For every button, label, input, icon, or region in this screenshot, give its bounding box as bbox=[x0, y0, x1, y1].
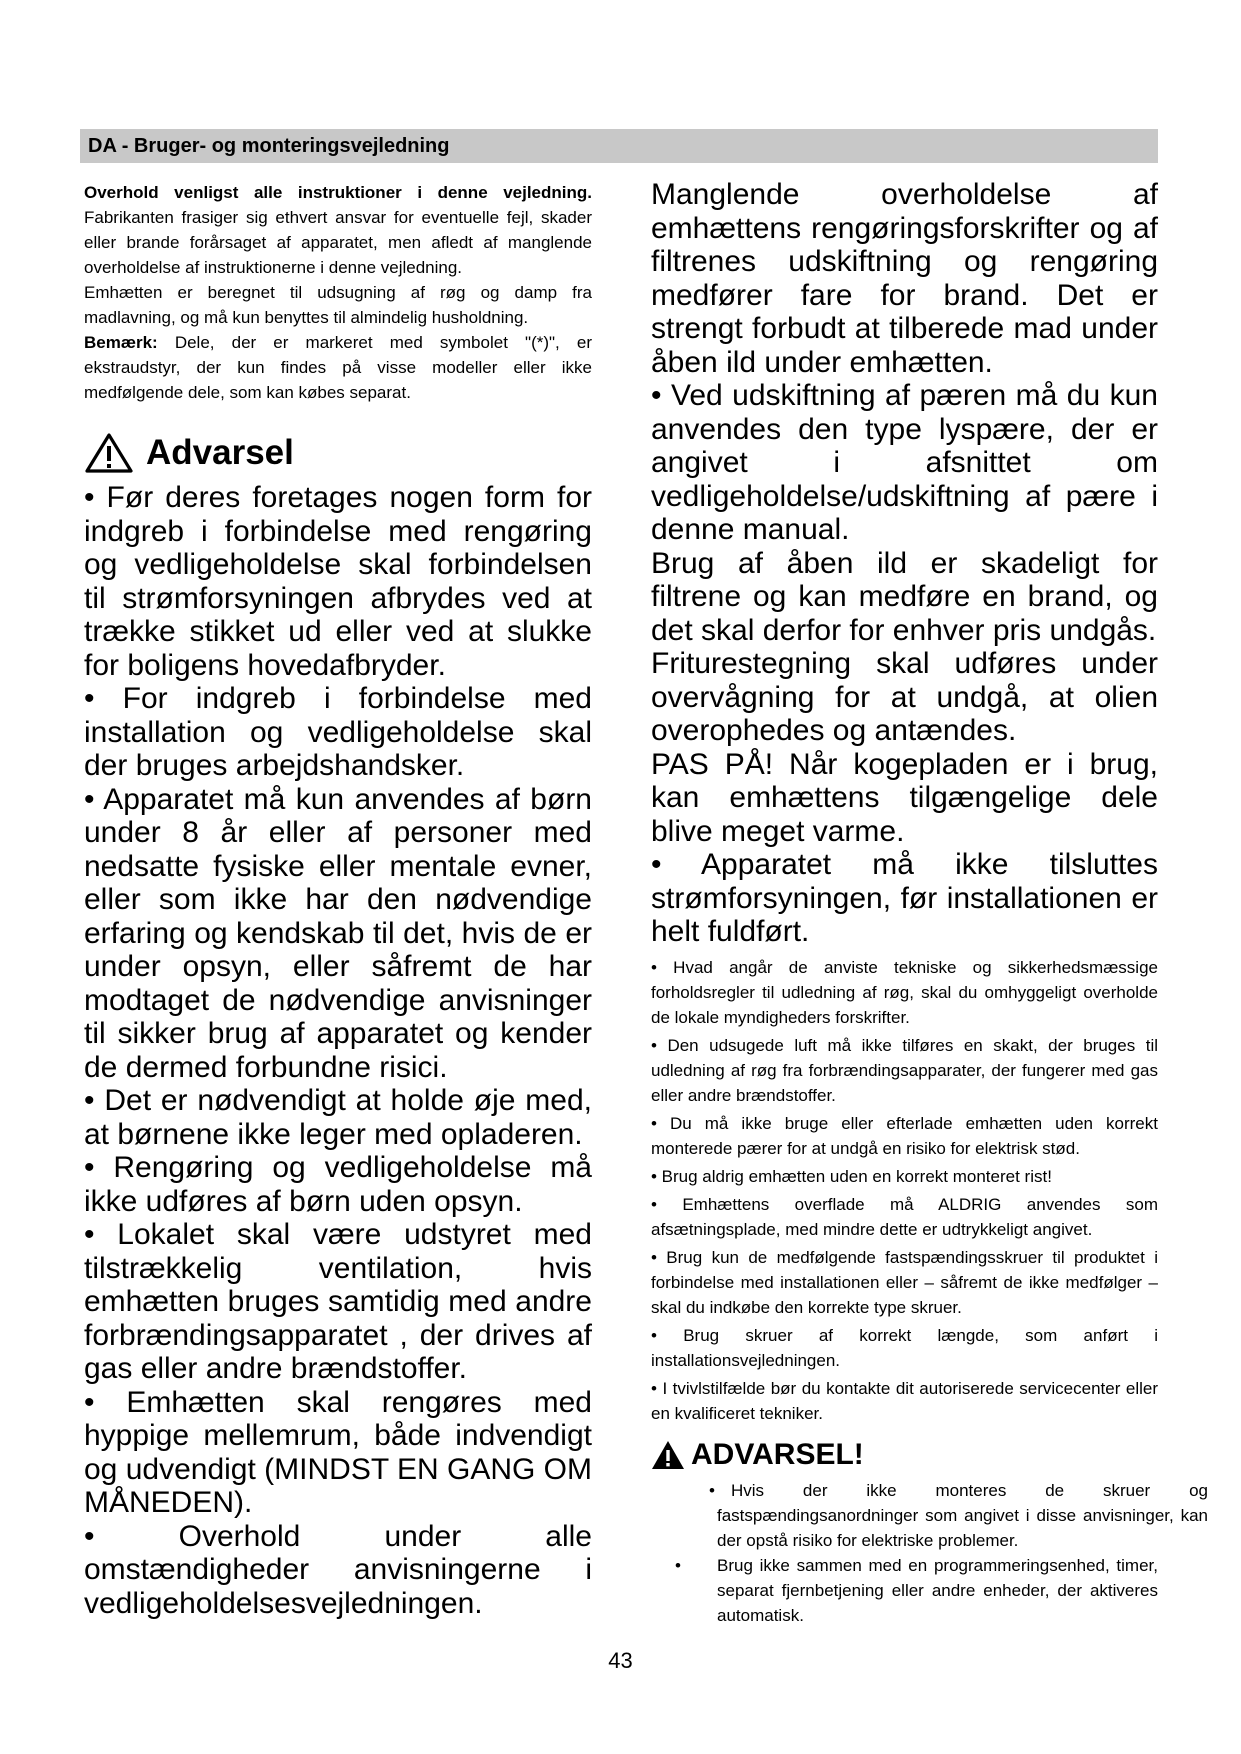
section-header bbox=[80, 129, 1158, 163]
note-label: Bemærk: bbox=[84, 333, 158, 352]
right-small-list bbox=[651, 955, 1158, 1426]
advarsel-item-text: Brug ikke sammen med en programmeringsenhed, timer, separat fjernbetjening eller andre enheder, der aktiveres automatisk. bbox=[717, 1555, 1158, 1625]
intro-disclaimer: Fabrikanten frasiger sig ethvert ansvar for eventuelle fejl, skader eller brande forårsaget af apparatet, men afledt af manglende overholdelse af instruktionerne i denne vejledning. bbox=[84, 208, 592, 277]
left-column bbox=[84, 180, 592, 1620]
warning-item: • Rengøring og vedligeholdelse må ikke udføres af børn uden opsyn. bbox=[84, 1151, 592, 1218]
advarsel-title: ADVARSEL! bbox=[691, 1437, 864, 1471]
right-large-item: Manglende overholdelse af emhættens rengøringsforskrifter og af filtrenes udskiftning og rengøring medfører fare for brand. Det er strengt forbudt at tilberede mad under åben ild under emhætten. bbox=[651, 178, 1158, 379]
right-column bbox=[651, 178, 1208, 1628]
right-small-item: • Du må ikke bruge eller efterlade emhætten uden korrekt monterede pærer for at undgå en risiko for elektrisk stød. bbox=[651, 1113, 1158, 1158]
note-text: Dele, der er markeret med symbolet "(*)", er ekstraudstyr, der kun findes på visse modeller eller ikke medfølgende dele, som kan købes separat. bbox=[84, 333, 592, 402]
section-title: DA - Bruger- og monteringsvejledning bbox=[88, 135, 450, 157]
right-large-item: Brug af åben ild er skadeligt for filtrene og kan medføre en brand, og det skal derfor for enhver pris undgås. bbox=[651, 546, 1158, 647]
intro-block bbox=[84, 180, 592, 405]
advarsel-item bbox=[651, 1553, 1158, 1628]
warning-heading bbox=[84, 431, 592, 475]
warning-triangle-icon bbox=[84, 432, 134, 474]
right-large-item: • Apparatet må ikke tilsluttes strømforsyningen, før installationen er helt fuldført. bbox=[651, 848, 1158, 948]
right-small-item: • Hvad angår de anviste tekniske og sikkerhedsmæssige forholdsregler til udledning af røg, skal du omhyggeligt overholde de lokale myndigheders forskrifter. bbox=[651, 957, 1158, 1027]
warning-item: • Før deres foretages nogen form for indgreb i forbindelse med rengøring og vedligeholdelse skal forbindelsen til strømforsyningen afbrydes ved at trække stikket ud eller ved at slukke for boligens hovedafbryder. bbox=[84, 481, 592, 682]
right-small-item: • Brug aldrig emhætten uden en korrekt monteret rist! bbox=[651, 1166, 1052, 1186]
warning-item: • Overhold under alle omstændigheder anvisningerne i vedligeholdelsesvejledningen. bbox=[84, 1519, 592, 1620]
warning-filled-icon bbox=[651, 1440, 685, 1470]
right-small-item: • Den udsugede luft må ikke tilføres en skakt, der bruges til udledning af røg fra forbrændingsapparater, der fungerer med gas eller andre brændstoffer. bbox=[651, 1035, 1158, 1105]
right-small-item: • Brug skruer af korrekt længde, som anført i installationsvejledningen. bbox=[651, 1325, 1158, 1370]
warning-item: • For indgreb i forbindelse med installation og vedligeholdelse skal der bruges arbejdshandsker. bbox=[84, 682, 592, 782]
advarsel-heading bbox=[651, 1438, 1158, 1472]
bullet: • bbox=[709, 1480, 715, 1500]
warning-item: • Emhætten skal rengøres med hyppige mellemrum, både indvendigt og udvendigt (MINDST EN GANG OM MÅNEDEN). bbox=[84, 1385, 592, 1519]
intro-note bbox=[84, 330, 592, 405]
right-small-item: • I tvivlstilfælde bør du kontakte dit autoriserede servicecenter eller en kvalificeret tekniker. bbox=[651, 1378, 1158, 1423]
intro-purpose: Emhætten er beregnet til udsugning af røg og damp fra madlavning, og må kun benyttes til almindelig husholdning. bbox=[84, 283, 592, 327]
warning-list bbox=[84, 481, 592, 1620]
warning-item: • Det er nødvendigt at holde øje med, at børnene ikke leger med opladeren. bbox=[84, 1084, 592, 1151]
intro-lead: Overhold venligst alle instruktioner i denne vejledning. bbox=[84, 183, 592, 202]
warning-item: • Lokalet skal være udstyret med tilstrækkelig ventilation, hvis emhætten bruges samtidig med andre forbrændingsapparatet , der drives af gas eller andre brændstoffer. bbox=[84, 1218, 592, 1385]
right-large-item: PAS PÅ! Når kogepladen er i brug, kan emhættens tilgængelige dele blive meget varme. bbox=[651, 747, 1158, 848]
advarsel-item bbox=[651, 1478, 1208, 1553]
right-large-item: Friturestegning skal udføres under overvågning for at undgå, at olien overophedes og antændes. bbox=[651, 647, 1158, 747]
warning-item: • Apparatet må kun anvendes af børn under 8 år eller af personer med nedsatte fysiske eller mentale evner, eller som ikke har den nødvendige erfaring og kendskab til det, hvis de er under opsyn, eller såfremt de har modtaget de nødvendige anvisninger til sikker brug af apparatet og kender de dermed forbundne risici. bbox=[84, 782, 592, 1084]
right-large-list bbox=[651, 178, 1158, 949]
right-small-item: • Emhættens overflade må ALDRIG anvendes som afsætningsplade, med mindre dette er udtrykkeligt angivet. bbox=[651, 1194, 1158, 1239]
warning-title: Advarsel bbox=[146, 433, 294, 472]
page-number: 43 bbox=[608, 1648, 633, 1673]
intro-paragraph bbox=[84, 180, 592, 280]
advarsel-item-text: Hvis der ikke monteres de skruer og fastspændingsanordninger som angivet i disse anvisninger, kan der opstå risiko for elektriske problemer. bbox=[717, 1480, 1208, 1550]
bullet: • bbox=[675, 1555, 681, 1575]
right-large-item: • Ved udskiftning af pæren må du kun anvendes den type lyspære, der er angivet i afsnittet om vedligeholdelse/udskiftning af pære i denne manual. bbox=[651, 379, 1158, 546]
advarsel-list bbox=[651, 1478, 1208, 1628]
right-small-item: • Brug kun de medfølgende fastspændingsskruer til produktet i forbindelse med installationen eller – såfremt de ikke medfølger – skal du indkøbe den korrekte type skruer. bbox=[651, 1247, 1158, 1317]
